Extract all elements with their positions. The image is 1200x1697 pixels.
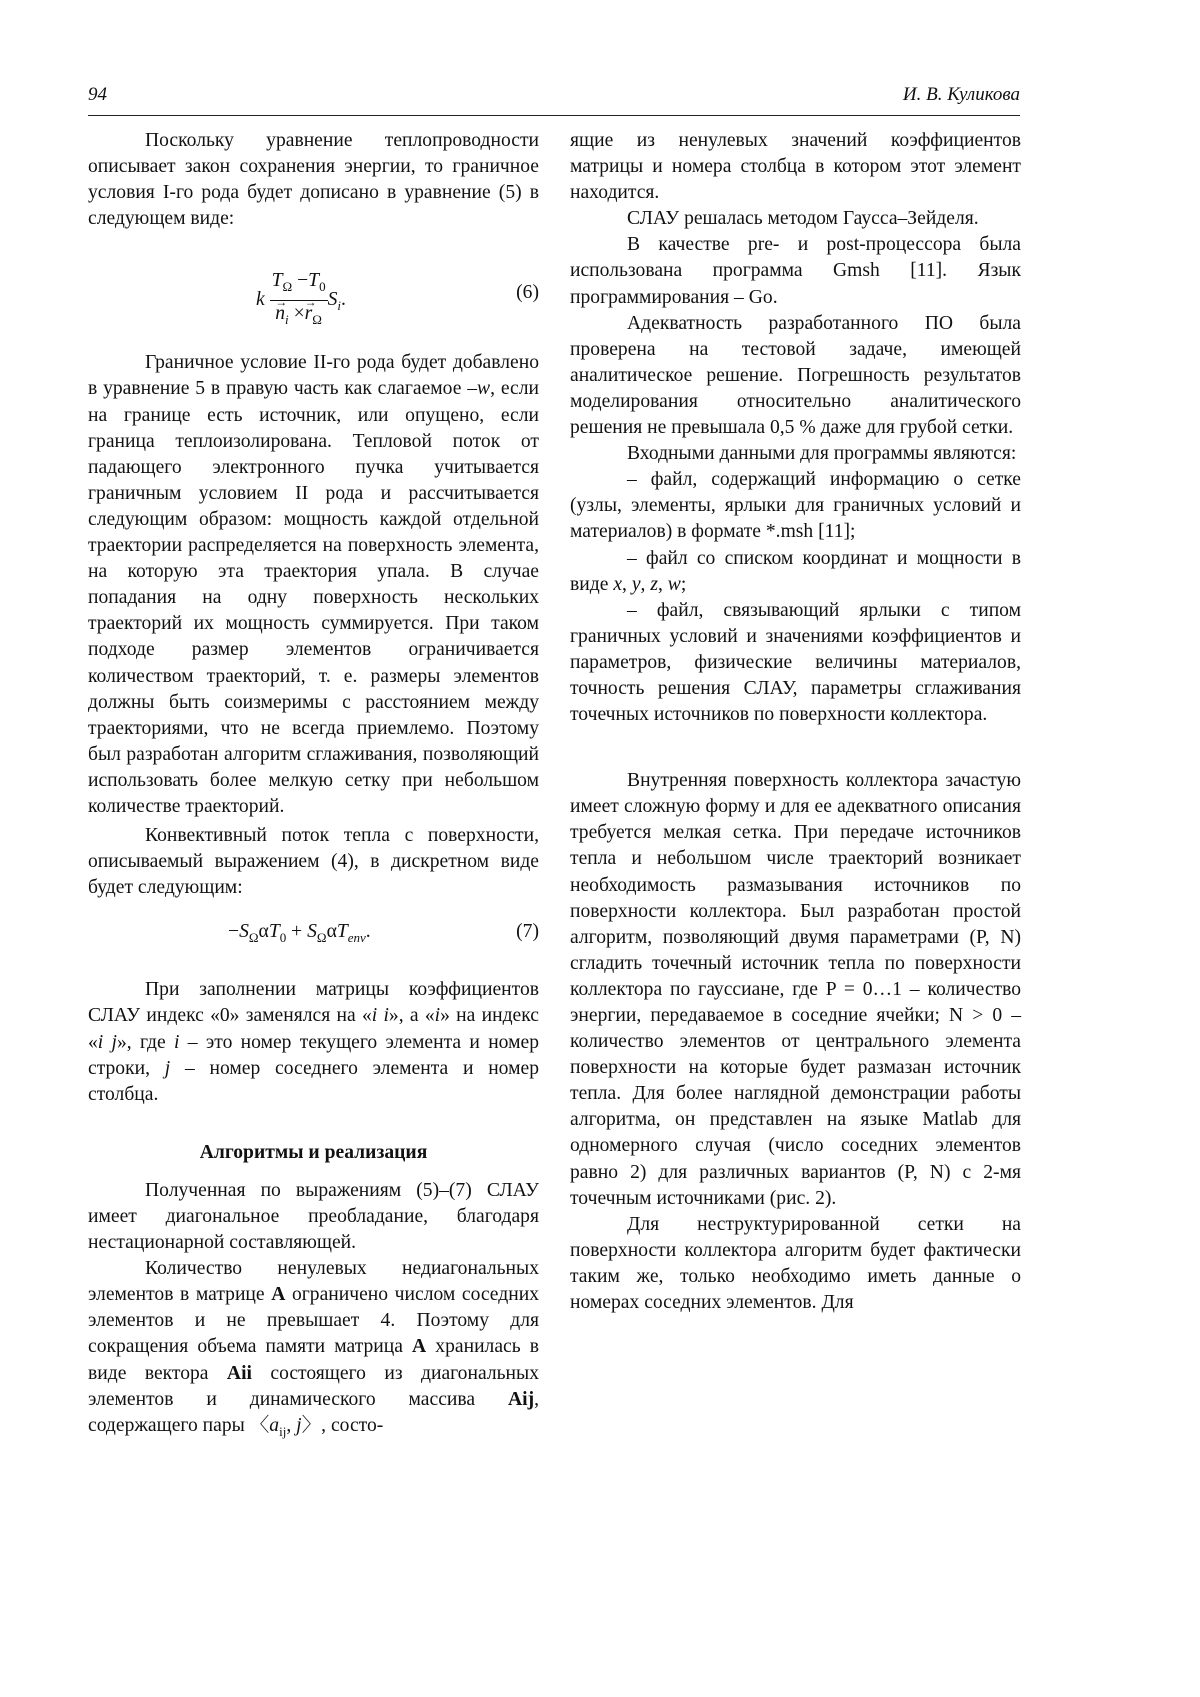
fraction bbox=[270, 268, 328, 333]
text-run: ограничено числом соседних элементов и не превышает 4. Поэтому для сокращения объема памяти матрица bbox=[88, 1284, 539, 1357]
eq-t: T bbox=[269, 921, 280, 942]
left-column bbox=[88, 128, 539, 1445]
eq-t: T bbox=[337, 921, 348, 942]
eq-sub: i bbox=[337, 298, 341, 313]
paragraph bbox=[88, 128, 539, 232]
list-item bbox=[570, 467, 1021, 545]
text-run: a bbox=[269, 1415, 279, 1436]
text-run: , bbox=[658, 574, 668, 595]
text-run: Для неструктурированной сетки на поверхности коллектора алгоритм будет фактически таким же, только необходимо иметь данные о номерах соседних элементов. Для bbox=[570, 1214, 1021, 1313]
paragraph bbox=[88, 1256, 539, 1445]
text-run: j bbox=[296, 1415, 301, 1436]
paragraph bbox=[570, 311, 1021, 441]
text-run: w bbox=[477, 378, 490, 399]
list-item bbox=[570, 598, 1021, 728]
text-run: x bbox=[613, 574, 622, 595]
text-run: – файл, содержащий информацию о сетке (узлы, элементы, ярлыки для граничных условий и материалов) в формате *.msh [11]; bbox=[570, 469, 1021, 542]
text-run: , если на границе есть источник, или опущено, если граница теплоизолирована. Тепловой поток от падающего электронного пучка учитывается граничным условием II рода и рассчитывается следующим образом: мощность каждой отдельной траектории распределяется на поверхность элемента, на которую эта траектория упала. В случае попадания на одну поверхность нескольких траекторий их мощность суммируется. При таком подходе размер элементов ограничивается количеством траекторий, т. е. размеры элементов должны быть соизмеримы с расстоянием между траекториями, что не всегда приемлемо. Поэтому был разработан алгоритм сглаживания, позволяющий использовать более мелкую сетку при небольшом количестве траекторий. bbox=[88, 378, 539, 817]
text-run: Адекватность разработанного ПО была проверена на тестовой задаче, имеющей аналитическое решение. Погрешность результатов моделирования относительно аналитического решения не превышала 0,5 % даже для грубой сетки. bbox=[570, 313, 1021, 438]
text-run: Aij bbox=[508, 1389, 534, 1410]
paragraph bbox=[88, 350, 539, 820]
eq-k: k bbox=[256, 289, 265, 310]
list-item bbox=[570, 546, 1021, 598]
text-run: В качестве pre- и post-процессора была использована программа Gmsh [11]. Язык программирования – Go. bbox=[570, 234, 1021, 307]
running-header-author: И. В. Куликова bbox=[903, 84, 1020, 106]
eq-n-vector: → n bbox=[275, 301, 285, 327]
eq-sub: 0 bbox=[319, 279, 326, 294]
text-run: A bbox=[271, 1284, 285, 1305]
denominator bbox=[270, 301, 328, 333]
eq-sub: i bbox=[285, 312, 289, 327]
equation-6 bbox=[88, 250, 539, 320]
eq-t: T bbox=[308, 270, 319, 291]
text-run: y bbox=[632, 574, 641, 595]
equation-number: (6) bbox=[516, 280, 539, 306]
text-run: – это номер текущего элемента и номер строки, bbox=[88, 1032, 539, 1079]
eq-plus: + bbox=[291, 921, 302, 942]
equation-6-body bbox=[256, 268, 346, 333]
text-run: w bbox=[668, 574, 681, 595]
text-run: , содержащего пары 〈 bbox=[88, 1389, 539, 1436]
text-run: », а « bbox=[389, 1005, 435, 1026]
paragraph bbox=[88, 823, 539, 901]
text-run: ; bbox=[681, 574, 686, 595]
eq-sub: Ω bbox=[249, 930, 259, 945]
text-run: хранилась в виде вектора bbox=[88, 1336, 539, 1383]
text-run: i j bbox=[98, 1032, 117, 1053]
equation-7-body bbox=[228, 919, 371, 951]
text-run: Aii bbox=[227, 1363, 252, 1384]
paragraph bbox=[570, 232, 1021, 310]
paragraph bbox=[88, 1178, 539, 1256]
header-rule bbox=[88, 115, 1020, 116]
eq-s: S bbox=[328, 289, 338, 310]
text-run: Внутренняя поверхность коллектора зачастую имеет сложную форму и для ее адекватного описания требуется мелкая сетка. При передаче источников тепла и небольшом числе траекторий возникает необходимость размазывания источников по поверхности коллектора. Был разработан простой алгоритм, позволяющий двумя параметрами (P, N) сгладить точечный источник тепла по поверхности коллектора по гауссиане, где P = 0…1 – количество энергии, передаваемое в соседние ячейки; N > 0 – количество элементов от центрального элемента поверхности на которые будет размазан источник тепла. Для более наглядной демонстрации работы алгоритма, он представлен на языке Matlab для одномерного случая (число соседних элементов равно 2) для различных вариантов (P, N) с 2-мя точечным источниками (рис. 2). bbox=[570, 770, 1021, 1209]
text-run: A bbox=[412, 1336, 426, 1357]
text-run: i bbox=[174, 1032, 179, 1053]
text-run: При заполнении матрицы коэффициентов СЛАУ индекс «0» заменялся на « bbox=[88, 979, 539, 1026]
text-run: , bbox=[641, 574, 651, 595]
text-run: – номер соседнего элемента и номер столбца. bbox=[88, 1058, 539, 1105]
paragraph bbox=[570, 1212, 1021, 1316]
section-heading: Алгоритмы и реализация bbox=[88, 1140, 539, 1166]
paragraph bbox=[570, 206, 1021, 232]
text-run: ящие из ненулевых значений коэффициентов матрицы и номера столбца в котором этот элемент находится. bbox=[570, 130, 1021, 203]
text-run: Количество ненулевых недиагональных элементов в матрице bbox=[88, 1258, 539, 1305]
text-run: 〉, состо- bbox=[302, 1415, 384, 1436]
eq-alpha: α bbox=[327, 921, 337, 942]
text-run: Конвективный поток тепла с поверхности, описываемый выражением (4), в дискретном виде будет следующим: bbox=[88, 825, 539, 898]
text-run: Полученная по выражениям (5)–(7) СЛАУ имеет диагональное преобладание, благодаря нестационарной составляющей. bbox=[88, 1180, 539, 1253]
text-run: , bbox=[622, 574, 632, 595]
text-run: Поскольку уравнение теплопроводности описывает закон сохранения энергии, то граничное условия I-го рода будет дописано в уравнение (5) в следующем виде: bbox=[88, 130, 539, 229]
equation-number: (7) bbox=[516, 919, 539, 945]
eq-minus: − bbox=[228, 921, 239, 942]
text-run: ij bbox=[279, 1424, 286, 1439]
eq-alpha: α bbox=[259, 921, 269, 942]
text-run: Граничное условие II-го рода будет добавлено в уравнение 5 в правую часть как слагаемое – bbox=[88, 352, 539, 399]
text-run: i bbox=[435, 1005, 440, 1026]
eq-dot: . bbox=[366, 921, 371, 942]
eq-t: T bbox=[272, 270, 283, 291]
eq-r-vector: → r bbox=[305, 301, 313, 327]
text-run: z bbox=[650, 574, 658, 595]
page-number: 94 bbox=[88, 84, 107, 106]
text-run: – файл, связывающий ярлыки с типом граничных условий и значениями коэффициентов и параметров, физические величины материалов, точность решения СЛАУ, параметры сглаживания точечных источников по поверхности коллектора. bbox=[570, 600, 1021, 725]
right-column bbox=[570, 128, 1021, 1316]
paragraph bbox=[88, 977, 539, 1107]
text-run: j bbox=[165, 1058, 170, 1079]
eq-dot: . bbox=[341, 289, 346, 310]
text-run: , bbox=[286, 1415, 296, 1436]
eq-s: S bbox=[239, 921, 249, 942]
text-run: », где bbox=[117, 1032, 174, 1053]
eq-times: × bbox=[294, 303, 305, 324]
eq-s: S bbox=[307, 921, 317, 942]
text-run: » на индекс « bbox=[88, 1005, 539, 1052]
paragraph bbox=[570, 768, 1021, 1212]
text-run: Входными данными для программы являются: bbox=[627, 443, 1016, 464]
eq-sub: Ω bbox=[283, 279, 293, 294]
text-run: состоящего из диагональных элементов и динамического массива bbox=[88, 1363, 539, 1410]
equation-7 bbox=[88, 909, 539, 963]
eq-sub: Ω bbox=[312, 312, 322, 327]
text-run: i i bbox=[372, 1005, 389, 1026]
paragraph bbox=[570, 441, 1021, 467]
eq-sub: env bbox=[348, 930, 366, 945]
text-run: – файл со списком координат и мощности в виде bbox=[570, 548, 1021, 595]
text-run: СЛАУ решалась методом Гаусса–Зейделя. bbox=[627, 208, 979, 229]
paragraph bbox=[570, 128, 1021, 206]
eq-sub: 0 bbox=[280, 930, 287, 945]
eq-sub: Ω bbox=[317, 930, 327, 945]
eq-minus: − bbox=[297, 270, 308, 291]
